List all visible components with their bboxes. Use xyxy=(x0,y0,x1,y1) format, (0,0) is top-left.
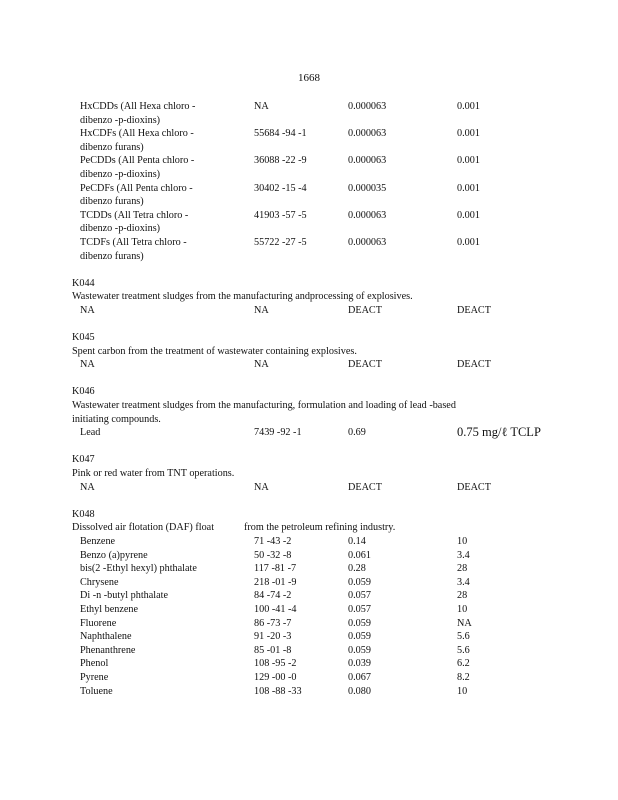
constituent-name: HxCDDs (All Hexa chloro - xyxy=(80,101,196,112)
constituent-name: Benzo (a)pyrene xyxy=(80,549,148,561)
nonwastewater-standard: 0.001 xyxy=(457,101,480,112)
nonwastewater-standard: 28 xyxy=(457,563,468,575)
cas-number: NA xyxy=(254,359,269,371)
table-row xyxy=(72,657,552,671)
waste-code: K044 xyxy=(72,277,95,289)
cas-number: 100 -41 -4 xyxy=(254,603,297,615)
table-row xyxy=(72,589,552,603)
constituent-name-continued: dibenzo furans) xyxy=(80,196,144,208)
constituent-name-continued: dibenzo -p-dioxins) xyxy=(80,114,161,126)
waste-code: K045 xyxy=(72,332,95,344)
wastewater-standard: 0.69 xyxy=(348,427,366,439)
waste-description-part-a: Dissolved air flotation (DAF) float xyxy=(72,522,215,534)
cas-number: NA xyxy=(254,101,269,112)
constituent-name: Benzene xyxy=(80,536,116,547)
table-row xyxy=(72,617,552,631)
waste-description: Pink or red water from TNT operations. xyxy=(72,468,235,480)
table-row xyxy=(72,603,552,617)
constituent-name: NA xyxy=(80,481,95,493)
k048-constituent-list xyxy=(72,535,552,698)
waste-description: Wastewater treatment sludges from the manufacturing, formulation and loading of lead -based xyxy=(72,400,456,412)
constituent-name: Ethyl benzene xyxy=(80,603,138,615)
cas-number: NA xyxy=(254,481,269,493)
wastewater-standard: DEACT xyxy=(348,481,382,493)
table-row xyxy=(72,426,552,440)
cas-number: 36088 -22 -9 xyxy=(254,155,307,167)
waste-code: K047 xyxy=(72,454,95,466)
constituent-name: Toluene xyxy=(80,685,113,697)
table-row xyxy=(72,671,552,685)
regulation-table xyxy=(72,100,552,698)
constituent-name: TCDFs (All Tetra chloro - xyxy=(80,236,187,248)
wastewater-standard: 0.057 xyxy=(348,603,371,615)
nonwastewater-standard: 3.4 xyxy=(457,549,470,561)
cas-number: 84 -74 -2 xyxy=(254,590,292,602)
cas-number: 55684 -94 -1 xyxy=(254,128,307,140)
nonwastewater-standard: 10 xyxy=(457,536,468,547)
constituent-name-continued: dibenzo furans) xyxy=(80,250,144,262)
waste-description-part-b: from the petroleum refining industry. xyxy=(244,522,396,534)
waste-description: Wastewater treatment sludges from the manufacturing andprocessing of explosives. xyxy=(72,291,413,303)
nonwastewater-standard: 0.75 mg/ℓ TCLP xyxy=(457,425,541,440)
nonwastewater-standard: 5.6 xyxy=(457,631,470,643)
cas-number: 7439 -92 -1 xyxy=(254,427,302,439)
waste-description xyxy=(72,521,552,535)
constituent-name: PeCDDs (All Penta chloro - xyxy=(80,155,195,167)
wastewater-standard: 0.14 xyxy=(348,536,366,547)
nonwastewater-standard: 0.001 xyxy=(457,128,480,140)
constituent-name: Phenol xyxy=(80,658,109,670)
cas-number: 50 -32 -8 xyxy=(254,549,292,561)
constituent-name: Phenanthrene xyxy=(80,644,136,656)
cas-number: 85 -01 -8 xyxy=(254,644,292,656)
table-row xyxy=(72,549,552,563)
wastewater-standard: 0.059 xyxy=(348,617,371,629)
table-row xyxy=(72,535,552,549)
constituent-name: Fluorene xyxy=(80,617,117,629)
wastewater-standard: 0.061 xyxy=(348,549,371,561)
nonwastewater-standard: 0.001 xyxy=(457,155,480,167)
cas-number: 108 -88 -33 xyxy=(254,685,302,697)
waste-description: Spent carbon from the treatment of wastewater containing explosives. xyxy=(72,345,357,357)
nonwastewater-standard: DEACT xyxy=(457,481,491,493)
nonwastewater-standard: 10 xyxy=(457,603,468,615)
table-row xyxy=(72,562,552,576)
wastewater-standard: 0.067 xyxy=(348,671,371,683)
constituent-name: NA xyxy=(80,304,95,316)
cas-number: 30402 -15 -4 xyxy=(254,182,307,194)
table-row xyxy=(72,127,552,141)
wastewater-standard: 0.039 xyxy=(348,658,371,670)
table-row xyxy=(72,685,552,699)
constituent-name-continued: dibenzo -p-dioxins) xyxy=(80,223,161,235)
nonwastewater-standard: DEACT xyxy=(457,304,491,316)
constituent-name: Di -n -butyl phthalate xyxy=(80,590,168,602)
nonwastewater-standard: DEACT xyxy=(457,359,491,371)
table-row-continuation xyxy=(72,250,552,264)
cas-number: NA xyxy=(254,304,269,316)
table-row xyxy=(72,358,552,372)
cas-number: 117 -81 -7 xyxy=(254,563,297,575)
wastewater-standard: 0.059 xyxy=(348,644,371,656)
wastewater-standard: 0.000063 xyxy=(348,155,387,167)
nonwastewater-standard: 8.2 xyxy=(457,671,470,683)
nonwastewater-standard: 0.001 xyxy=(457,209,480,221)
constituent-name: Naphthalene xyxy=(80,631,132,643)
constituent-name: Chrysene xyxy=(80,576,119,588)
table-row-continuation xyxy=(72,168,552,182)
nonwastewater-standard: 0.001 xyxy=(457,236,480,248)
wastewater-standard: 0.000063 xyxy=(348,101,387,112)
constituent-name-continued: dibenzo furans) xyxy=(80,141,144,153)
table-row-continuation xyxy=(72,141,552,155)
wastewater-standard: 0.000063 xyxy=(348,236,387,248)
wastewater-standard: 0.000063 xyxy=(348,128,387,140)
cas-number: 71 -43 -2 xyxy=(254,536,292,547)
cas-number: 108 -95 -2 xyxy=(254,658,297,670)
wastewater-standard: 0.057 xyxy=(348,590,371,602)
table-row xyxy=(72,576,552,590)
waste-description-continued: initiating compounds. xyxy=(72,413,161,425)
nonwastewater-standard: 6.2 xyxy=(457,658,470,670)
cas-number: 41903 -57 -5 xyxy=(254,209,307,221)
table-row xyxy=(72,644,552,658)
wastewater-standard: 0.059 xyxy=(348,576,371,588)
constituent-name: NA xyxy=(80,359,95,371)
cas-number: 86 -73 -7 xyxy=(254,617,292,629)
nonwastewater-standard: 0.001 xyxy=(457,182,480,194)
wastewater-standard: 0.28 xyxy=(348,563,366,575)
constituent-name: Pyrene xyxy=(80,671,109,683)
constituent-name: Lead xyxy=(80,427,101,439)
constituent-name: PeCDFs (All Penta chloro - xyxy=(80,182,193,194)
constituent-name: bis(2 -Ethyl hexyl) phthalate xyxy=(80,563,197,575)
wastewater-standard: DEACT xyxy=(348,304,382,316)
nonwastewater-standard: 3.4 xyxy=(457,576,470,588)
table-row xyxy=(72,236,552,250)
table-row-continuation xyxy=(72,195,552,209)
table-row xyxy=(72,182,552,196)
page-number: 1668 xyxy=(298,72,320,84)
table-row xyxy=(72,154,552,168)
table-row-continuation xyxy=(72,222,552,236)
nonwastewater-standard: 28 xyxy=(457,590,468,602)
table-row xyxy=(72,630,552,644)
nonwastewater-standard: 10 xyxy=(457,685,468,697)
wastewater-standard: 0.059 xyxy=(348,631,371,643)
constituent-name: TCDDs (All Tetra chloro - xyxy=(80,209,189,221)
cas-number: 55722 -27 -5 xyxy=(254,236,307,248)
table-row xyxy=(72,209,552,223)
cas-number: 218 -01 -9 xyxy=(254,576,297,588)
cas-number: 129 -00 -0 xyxy=(254,671,297,683)
table-row xyxy=(72,304,552,318)
table-row xyxy=(72,100,552,114)
wastewater-standard: 0.080 xyxy=(348,685,371,697)
waste-code: K046 xyxy=(72,386,95,398)
nonwastewater-standard: NA xyxy=(457,617,472,629)
waste-code: K048 xyxy=(72,508,95,520)
table-row-continuation xyxy=(72,114,552,128)
constituent-name: HxCDFs (All Hexa chloro - xyxy=(80,128,194,140)
constituent-name-continued: dibenzo -p-dioxins) xyxy=(80,168,161,180)
table-row xyxy=(72,481,552,495)
wastewater-standard: DEACT xyxy=(348,359,382,371)
nonwastewater-standard: 5.6 xyxy=(457,644,470,656)
wastewater-standard: 0.000035 xyxy=(348,182,387,194)
wastewater-standard: 0.000063 xyxy=(348,209,387,221)
cas-number: 91 -20 -3 xyxy=(254,631,292,643)
